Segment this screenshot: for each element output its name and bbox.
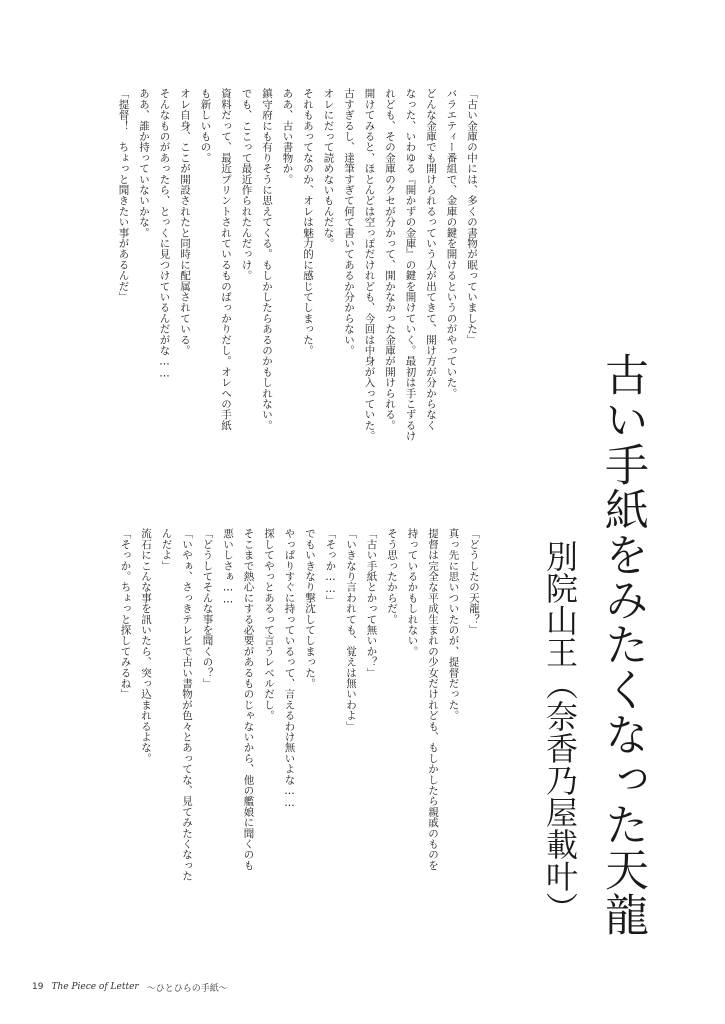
- text-line: どんな金庫でも開けられるっていう人が出てきて、開け方が分からなく: [425, 88, 437, 431]
- series-title: The Piece of Letter: [51, 982, 139, 992]
- text-line: オレにだって読めないもんだな。: [322, 88, 335, 249]
- text-line: そんなものがあったら、とっくに見つけているんだがな……: [158, 88, 171, 380]
- author-byline: 別院山王（奈香乃屋載叶）: [541, 540, 579, 924]
- text-line: それもあってなのか、オレは魅力的に感じてしまった。: [302, 88, 314, 356]
- text-line: 「古い金庫の中には、多くの書物が眠っていました」: [466, 88, 478, 345]
- text-line: れども、その金庫のクセが分かって、開かなかった金庫が開けられる。: [384, 88, 396, 431]
- text-line: 「どうしたの天龍？」: [468, 528, 480, 635]
- text-line: 「いやぁ、さっきテレビで古い書物が色々とあってな、見てみたくなった: [181, 528, 193, 882]
- text-line: 「提督！ ちょっと聞きたい事があるんだ」: [117, 88, 130, 302]
- text-line: んだよ」: [160, 528, 173, 571]
- text-line: でも、ここって最近作られたんだっけ。: [240, 88, 253, 281]
- text-line: 探してやっとあるって言うレベルだし。: [263, 528, 275, 721]
- text-line: オレ自身、ここが開設されたと同時に配属されている。: [179, 88, 191, 356]
- page-footer: [32, 980, 228, 994]
- text-line: 流石にこんな事を訊いたら、突っ込まれるよな。: [140, 528, 152, 764]
- text-line: 「古い手紙とかって無いか？」: [365, 528, 378, 678]
- text-line: 「そっか。ちょっと探してみるね」: [119, 528, 132, 700]
- text-line: も新しいもの。: [199, 88, 212, 163]
- text-line: 資料だって、最近プリントされているものばっかりだし。オレへの手紙: [220, 88, 232, 431]
- text-line: 「そっか……」: [324, 528, 337, 606]
- text-line: 持っているかもしれない。: [406, 528, 419, 657]
- story-title: 古い手紙をみたくなった天龍: [597, 352, 648, 937]
- text-line: 真っ先に思いついたのが、提督だった。: [447, 528, 460, 721]
- text-line: なった、いわゆる『開かずの金庫』の鍵を開けていく。最初は手こずるけ: [404, 88, 417, 442]
- text-line: 「いきなり言われても、覚えは無いわよ」: [345, 528, 357, 732]
- text-line: ああ、誰か持っていないかな。: [138, 88, 150, 238]
- text-line: ああ、古い書物か。: [281, 88, 294, 185]
- text-line: 古すぎるし、達筆すぎて何て書いてあるか分からない。: [343, 88, 355, 356]
- body-text-lower: [88, 528, 484, 948]
- text-line: そこまで熱心にする必要があるものじゃないから、他の艦娘に聞くのも: [242, 528, 255, 871]
- body-text-upper: [90, 88, 482, 508]
- series-subtitle: ～ひとひらの手紙～: [146, 983, 228, 994]
- text-line: 提督は完全な平成生まれの少女だけれども、もしかしたら親戚のものを: [427, 528, 439, 871]
- text-line: バラエティー番組で、金庫の鍵を開けるというのがやっていた。: [445, 88, 458, 399]
- text-line: やっぱりすぐに持っているって、言えるわけ無いよな……: [283, 528, 296, 810]
- page-number: 19: [32, 982, 44, 992]
- text-line: 悪いしさぁ……: [222, 528, 234, 606]
- text-line: 鎮守府にも有りそうに思えてくる。もしかしたらあるのかもしれない。: [261, 88, 273, 431]
- text-line: 開けてみると、ほとんどは空っぽだけれども、今回は中身が入っていた。: [363, 88, 376, 442]
- text-line: 「どうしてそんな事を聞くの？」: [201, 528, 214, 689]
- text-line: そう思ったからだ。: [386, 528, 398, 625]
- text-line: でもいきなり撃沈してしまった。: [304, 528, 316, 689]
